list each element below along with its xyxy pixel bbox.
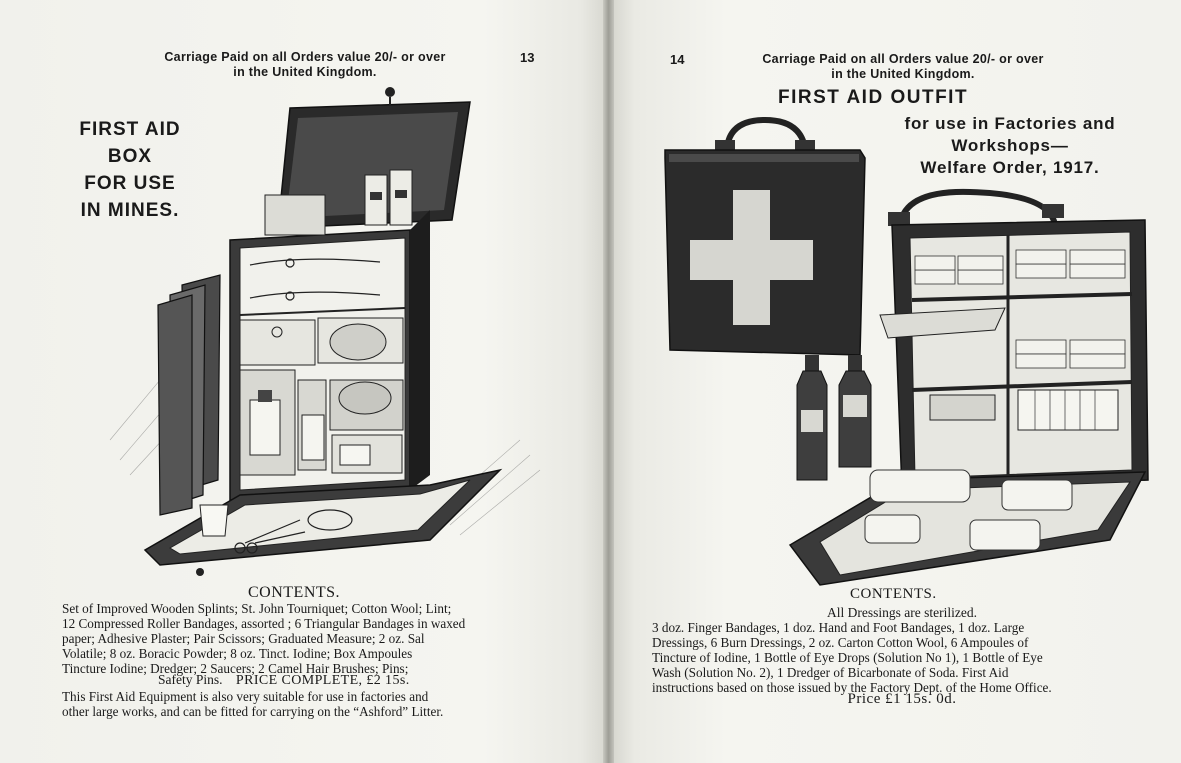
subtitle-line: for use in Factories and <box>904 114 1116 133</box>
left-contents-text <box>62 601 552 676</box>
mining-first-aid-box-illustration <box>100 80 560 580</box>
contents-line: Set of Improved Wooden Splints; St. John Tourniquet; Cotton Wool; Lint; <box>62 601 452 616</box>
left-note-text <box>62 689 552 719</box>
left-page-number: 13 <box>520 50 535 65</box>
left-price: PRICE COMPLETE, £2 15s. <box>235 673 410 688</box>
contents-line: paper; Adhesive Plaster; Pair Scissors; Graduated Measure; 2 oz. Sal <box>62 631 425 646</box>
left-header-line1: Carriage Paid on all Orders value 20/- or over <box>164 50 446 64</box>
contents-line: Tincture of Iodine, 1 Bottle of Eye Drops (Solution No 1), 1 Bottle of Eye <box>652 650 1043 665</box>
open-outfit-cabinet-illustration <box>780 180 1160 590</box>
contents-line: Volatile; 8 oz. Boracic Powder; 8 oz. Tinct. Iodine; Box Ampoules <box>62 646 413 661</box>
title-line: IN MINES. <box>80 200 180 221</box>
contents-line: Dressings, 6 Burn Dressings, 2 oz. Carton Cotton Wool, 6 Ampoules of <box>652 635 1029 650</box>
book-gutter <box>603 0 614 763</box>
left-header <box>120 50 490 80</box>
subtitle-line: Workshops— <box>951 136 1069 155</box>
contents-line: 3 doz. Finger Bandages, 1 doz. Hand and Foot Bandages, 1 doz. Large <box>652 620 1025 635</box>
left-header-line2: in the United Kingdom. <box>233 65 377 79</box>
left-contents-heading: CONTENTS. <box>248 584 341 601</box>
contents-line: instructions based on those issued by the Factory Dept. of the Home Office. <box>652 680 1052 695</box>
subtitle-line: Welfare Order, 1917. <box>920 158 1100 177</box>
right-header-line2: in the United Kingdom. <box>831 67 975 81</box>
right-price: Price £1 15s. 0d. <box>847 691 957 707</box>
note-line: This First Aid Equipment is also very suitable for use in factories and <box>62 689 429 704</box>
title-line: FOR USE <box>84 173 176 194</box>
contents-line: 12 Compressed Roller Bandages, assorted ; 6 Triangular Bandages in waxed <box>62 616 466 631</box>
right-contents-text <box>652 620 1152 695</box>
first-aid-outfit-title: FIRST AID OUTFIT <box>778 87 969 108</box>
first-aid-outfit-subtitle <box>860 113 1160 179</box>
sterilized-line: All Dressings are sterilized. <box>827 605 977 620</box>
right-page-number: 14 <box>670 52 685 67</box>
right-contents-heading: CONTENTS. <box>850 586 937 602</box>
title-line: BOX <box>107 146 153 167</box>
right-header <box>718 52 1088 82</box>
contents-line: Wash (Solution No. 2), 1 Dredger of Bicarbonate of Soda. First Aid <box>652 665 1009 680</box>
note-line: other large works, and can be fitted for carrying on the “Ashford” Litter. <box>62 704 444 719</box>
contents-line: Tincture Iodine; Dredger; 2 Saucers; 2 Camel Hair Brushes; Pins; <box>62 661 409 676</box>
left-safety-price-line <box>158 672 410 689</box>
right-header-line1: Carriage Paid on all Orders value 20/- or over <box>762 52 1044 66</box>
safety-pins-text: Safety Pins. <box>158 672 223 687</box>
title-line: FIRST AID <box>79 119 181 140</box>
